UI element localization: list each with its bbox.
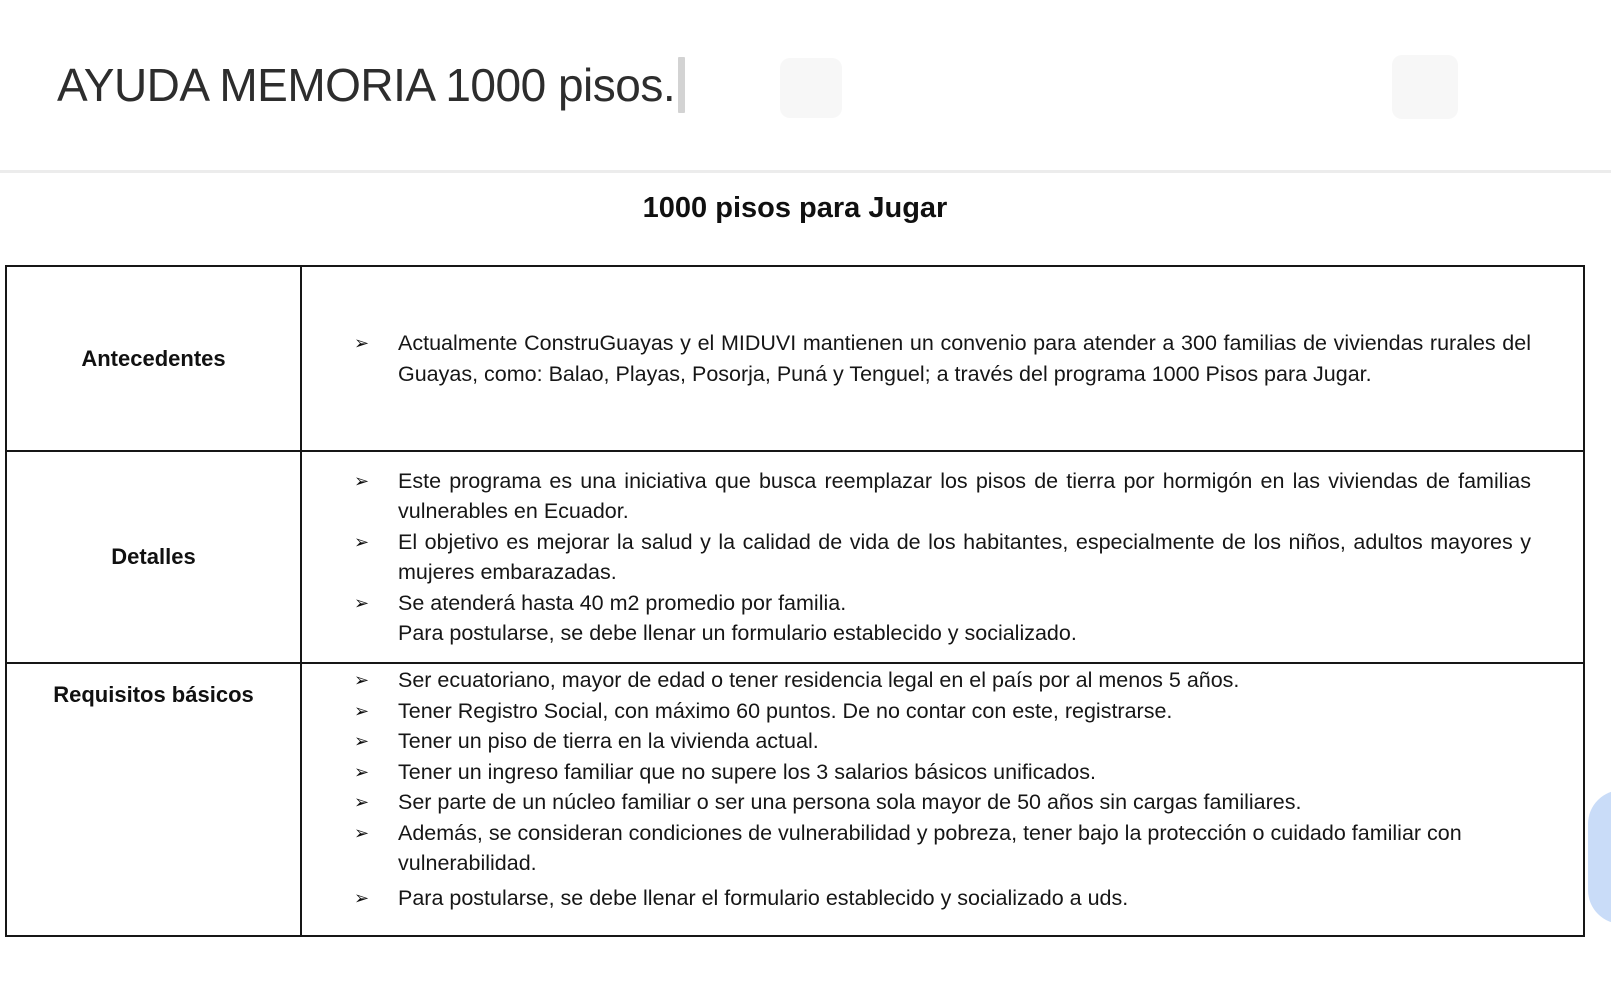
- arrowhead-bullet-icon: ➢: [354, 822, 370, 844]
- list-item-text: Además, se consideran condiciones de vulnerabilidad y pobreza, tener bajo la protección o cuidado familiar con vulnerabilidad.: [398, 820, 1462, 875]
- arrowhead-bullet-icon: ➢: [354, 792, 370, 813]
- row-label: Detalles: [7, 452, 302, 662]
- list-item: [352, 757, 1531, 788]
- doc-title-row: [57, 52, 685, 118]
- list-item: [352, 466, 1531, 527]
- list-item: [352, 328, 1531, 389]
- list-item-text: Para postularse, se debe llenar el formulario establecido y socializado a uds.: [398, 885, 1129, 910]
- header-divider: [0, 170, 1611, 173]
- list-item: [352, 787, 1531, 818]
- table-row-antecedentes: [7, 267, 1583, 450]
- arrowhead-bullet-icon: ➢: [354, 333, 370, 354]
- list-item: [352, 726, 1531, 757]
- list-item-text: Actualmente ConstruGuayas y el MIDUVI mantienen un convenio para atender a 300 familias de viviendas rurales del Guayas, como: Balao, Playas, Posorja, Puná y Tenguel; a través del programa 1000 Pisos para Jugar.: [398, 331, 1531, 386]
- list-item-text: Tener un piso de tierra en la vivienda actual.: [398, 729, 819, 753]
- list-item-text: El objetivo es mejorar la salud y la calidad de vida de los habitantes, especialmente de los niños, adultos mayores y mujeres embarazadas.: [398, 529, 1531, 584]
- list-item-text: Tener un ingreso familiar que no supere los 3 salarios básicos unificados.: [398, 759, 1096, 784]
- list-item-text: Ser ecuatoriano, mayor de edad o tener residencia legal en el país por al menos 5 años.: [398, 668, 1240, 692]
- section-heading: 1000 pisos para Jugar: [642, 192, 948, 224]
- row-content: [302, 267, 1583, 450]
- arrowhead-bullet-icon: ➢: [354, 761, 370, 783]
- list-item: [352, 588, 1531, 619]
- list-item-text: Se atenderá hasta 40 m2 promedio por familia.: [398, 590, 847, 615]
- arrowhead-bullet-icon: ➢: [354, 700, 370, 722]
- list-item: [352, 818, 1531, 879]
- info-table: [5, 265, 1585, 937]
- row-label: Antecedentes: [7, 267, 302, 450]
- arrowhead-bullet-icon: ➢: [354, 670, 370, 691]
- arrowhead-bullet-icon: ➢: [354, 592, 370, 614]
- table-row-detalles: [7, 450, 1583, 662]
- list-item: [352, 527, 1531, 588]
- list-item: [352, 665, 1531, 696]
- arrowhead-bullet-icon: ➢: [354, 731, 370, 752]
- blur-artifact: [1392, 55, 1458, 119]
- arrowhead-bullet-icon: ➢: [354, 470, 370, 492]
- table-row-requisitos: [7, 662, 1583, 935]
- row-content: [302, 452, 1583, 662]
- doc-title[interactable]: AYUDA MEMORIA 1000 pisos.: [57, 59, 676, 111]
- list-item: [352, 696, 1531, 727]
- list-item-text: Este programa es una iniciativa que busca reemplazar los pisos de tierra por hormigón en las viviendas de familias vulnerables en Ecuador.: [398, 468, 1531, 523]
- arrowhead-bullet-icon: ➢: [354, 887, 370, 909]
- row-label: Requisitos básicos: [7, 664, 302, 935]
- list-item-text: Tener Registro Social, con máximo 60 puntos. De no contar con este, registrarse.: [398, 698, 1173, 723]
- row-content: [302, 664, 1583, 935]
- list-item-text: Ser parte de un núcleo familiar o ser una persona sola mayor de 50 años sin cargas familiares.: [398, 790, 1302, 814]
- floating-button-partial[interactable]: [1588, 790, 1611, 924]
- blur-artifact: [780, 58, 842, 118]
- list-item: [352, 883, 1531, 914]
- arrowhead-bullet-icon: ➢: [354, 531, 370, 553]
- list-item-text: Para postularse, se debe llenar un formulario establecido y socializado.: [398, 621, 1077, 645]
- list-item-continuation: [352, 618, 1531, 649]
- text-caret: [678, 57, 685, 113]
